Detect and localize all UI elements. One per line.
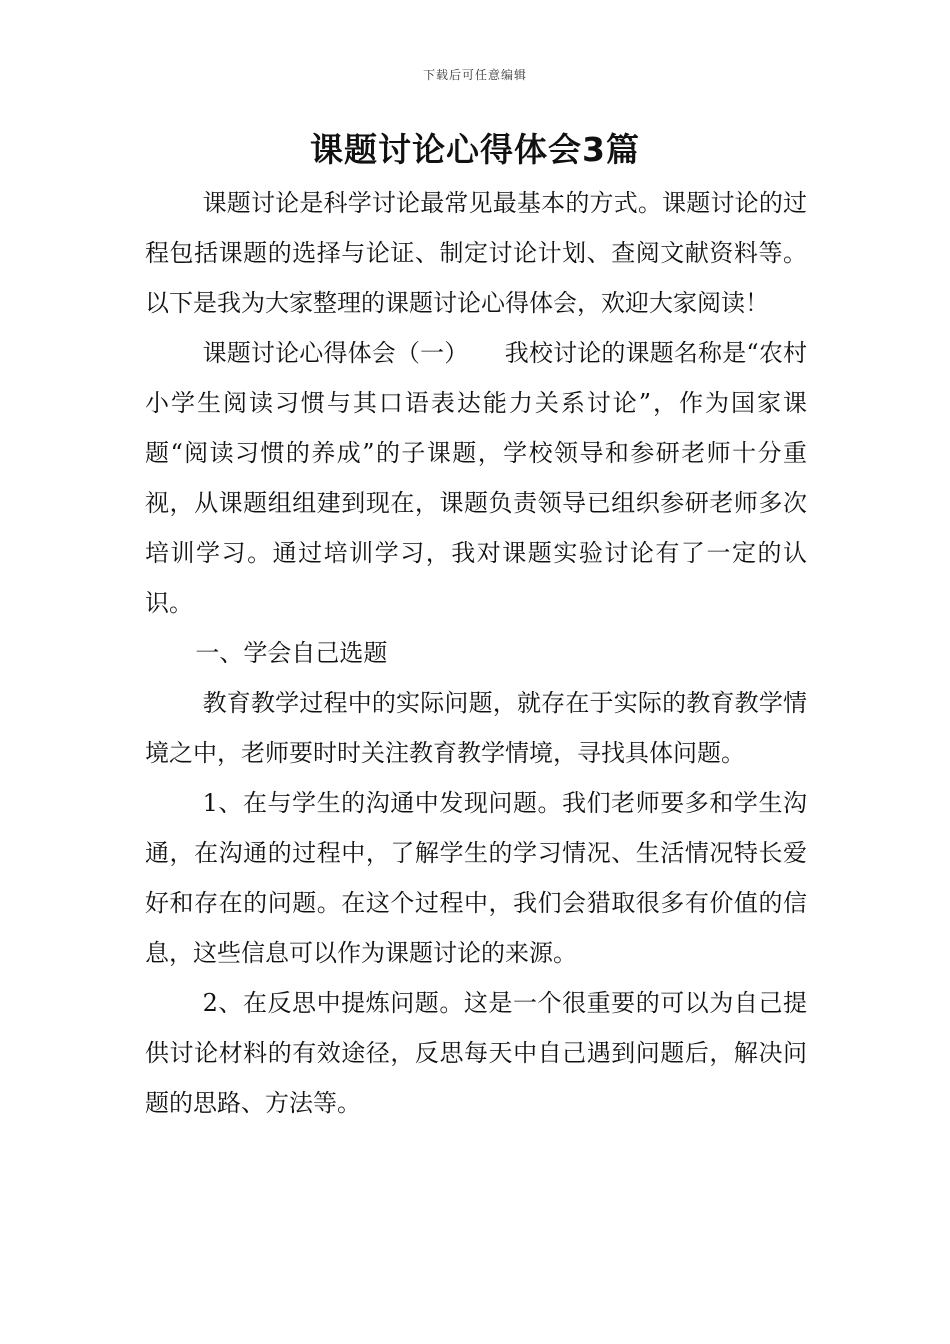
paragraph-intro: 课题讨论是科学讨论最常见最基本的方式。课题讨论的过程包括课题的选择与论证、制定讨论计划、查阅文献资料等。以下是我为大家整理的课题讨论心得体会，欢迎大家阅读！ <box>145 189 807 317</box>
document-title: 课题讨论心得体会3篇 <box>310 130 640 169</box>
section-heading: 一、学会自己选题 <box>195 639 388 667</box>
header-note: 下载后可任意编辑 <box>422 68 527 82</box>
document-body <box>145 178 807 1128</box>
paragraph-part-one: 课题讨论心得体会（一） 我校讨论的课题名称是“农村小学生阅读习惯与其口语表达能力关系讨论”，作为国家课题“阅读习惯的养成”的子课题，学校领导和参研老师十分重视，从课题组组建到现在，课题负责领导已组织参研老师多次培训学习。通过培训学习，我对课题实验讨论有了一定的认识。 <box>145 339 807 617</box>
paragraph-point-1: 1、在与学生的沟通中发现问题。我们老师要多和学生沟通，在沟通的过程中，了解学生的学习情况、生活情况特长爱好和存在的问题。在这个过程中，我们会猎取很多有价值的信息，这些信息可以作为课题讨论的来源。 <box>145 789 807 967</box>
paragraph-section-intro: 教育教学过程中的实际问题，就存在于实际的教育教学情境之中，老师要时时关注教育教学情境，寻找具体问题。 <box>145 689 807 767</box>
paragraph-point-2: 2、在反思中提炼问题。这是一个很重要的可以为自己提供讨论材料的有效途径，反思每天中自己遇到问题后，解决问题的思路、方法等。 <box>145 989 807 1117</box>
